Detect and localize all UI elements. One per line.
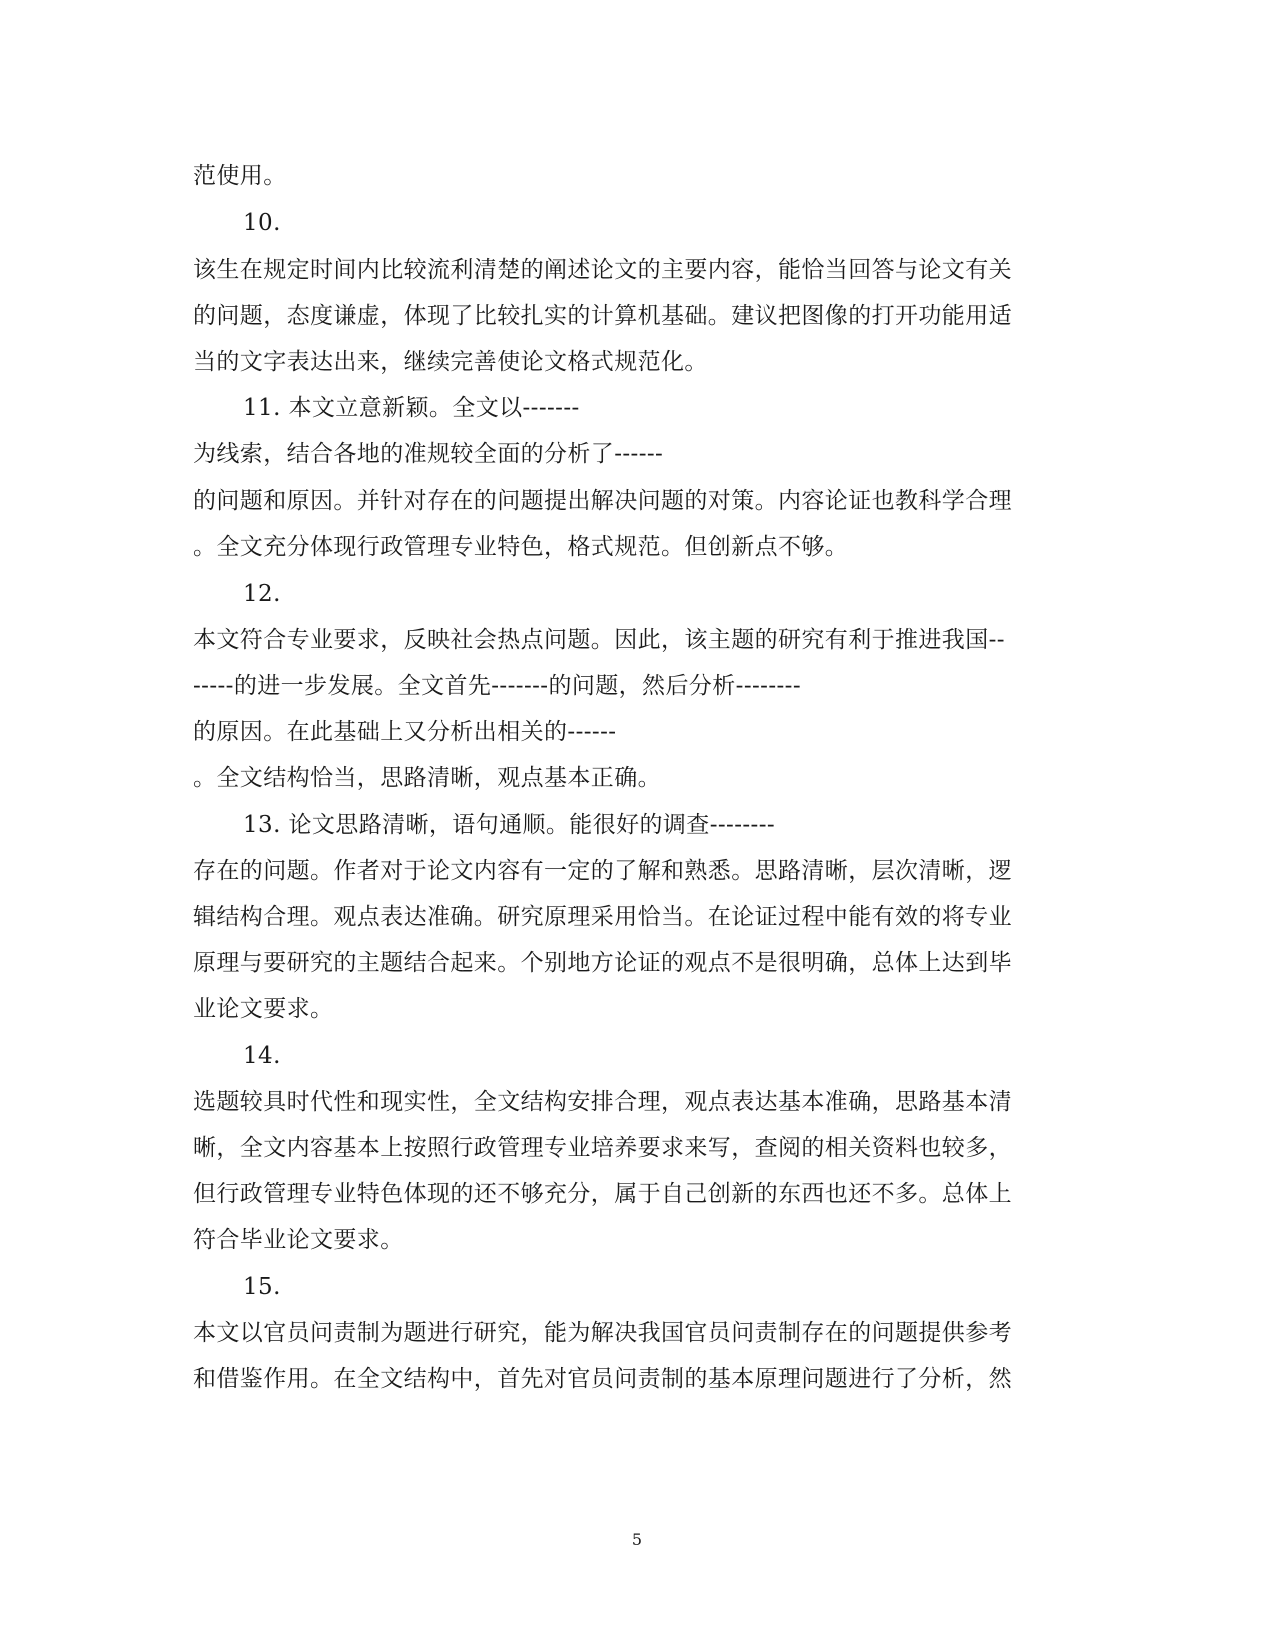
item-heading-line: 13. 论文思路清晰，语句通顺。能很好的调查-------- bbox=[243, 812, 776, 838]
text-line: 但行政管理专业特色体现的还不够充分，属于自己创新的东西也还不多。总体上 bbox=[193, 1181, 1012, 1207]
text-line: 的问题和原因。并针对存在的问题提出解决问题的对策。内容论证也教科学合理 bbox=[193, 488, 1012, 514]
text-line: 范使用。 bbox=[193, 163, 287, 189]
text-line: 本文符合专业要求，反映社会热点问题。因此，该主题的研究有利于推进我国-- bbox=[193, 627, 1005, 653]
item-number: 12. bbox=[243, 581, 281, 607]
text-line: 辑结构合理。观点表达准确。研究原理采用恰当。在论证过程中能有效的将专业 bbox=[193, 904, 1012, 930]
item-number: 15. bbox=[243, 1274, 281, 1300]
item-number: 10. bbox=[243, 210, 281, 236]
item-number: 14. bbox=[243, 1043, 281, 1069]
text-line: 业论文要求。 bbox=[193, 996, 334, 1022]
text-line: 当的文字表达出来，继续完善使论文格式规范化。 bbox=[193, 349, 708, 375]
item-heading-line: 11. 本文立意新颖。全文以------- bbox=[243, 395, 580, 421]
text-line: 原理与要研究的主题结合起来。个别地方论证的观点不是很明确，总体上达到毕 bbox=[193, 950, 1012, 976]
text-line: 该生在规定时间内比较流利清楚的阐述论文的主要内容，能恰当回答与论文有关 bbox=[193, 257, 1012, 283]
text-line: 的问题，态度谦虚，体现了比较扎实的计算机基础。建议把图像的打开功能用适 bbox=[193, 303, 1012, 329]
page-number: 5 bbox=[631, 1530, 643, 1549]
text-line: 和借鉴作用。在全文结构中，首先对官员问责制的基本原理问题进行了分析，然 bbox=[193, 1366, 1012, 1392]
text-line: 为线索，结合各地的准规较全面的分析了------ bbox=[193, 441, 664, 467]
text-line: 符合毕业论文要求。 bbox=[193, 1227, 404, 1253]
text-line: 选题较具时代性和现实性，全文结构安排合理，观点表达基本准确，思路基本清 bbox=[193, 1089, 1012, 1115]
text-line: 本文以官员问责制为题进行研究，能为解决我国官员问责制存在的问题提供参考 bbox=[193, 1320, 1012, 1346]
text-line: 。全文充分体现行政管理专业特色，格式规范。但创新点不够。 bbox=[193, 534, 849, 560]
text-line: 。全文结构恰当，思路清晰，观点基本正确。 bbox=[193, 765, 661, 791]
text-line: 的原因。在此基础上又分析出相关的------ bbox=[193, 719, 617, 745]
text-line: -----的进一步发展。全文首先-------的问题，然后分析-------- bbox=[193, 673, 802, 699]
text-line: 存在的问题。作者对于论文内容有一定的了解和熟悉。思路清晰，层次清晰，逻 bbox=[193, 858, 1012, 884]
text-line: 晰，全文内容基本上按照行政管理专业培养要求来写，查阅的相关资料也较多， bbox=[193, 1135, 1012, 1161]
